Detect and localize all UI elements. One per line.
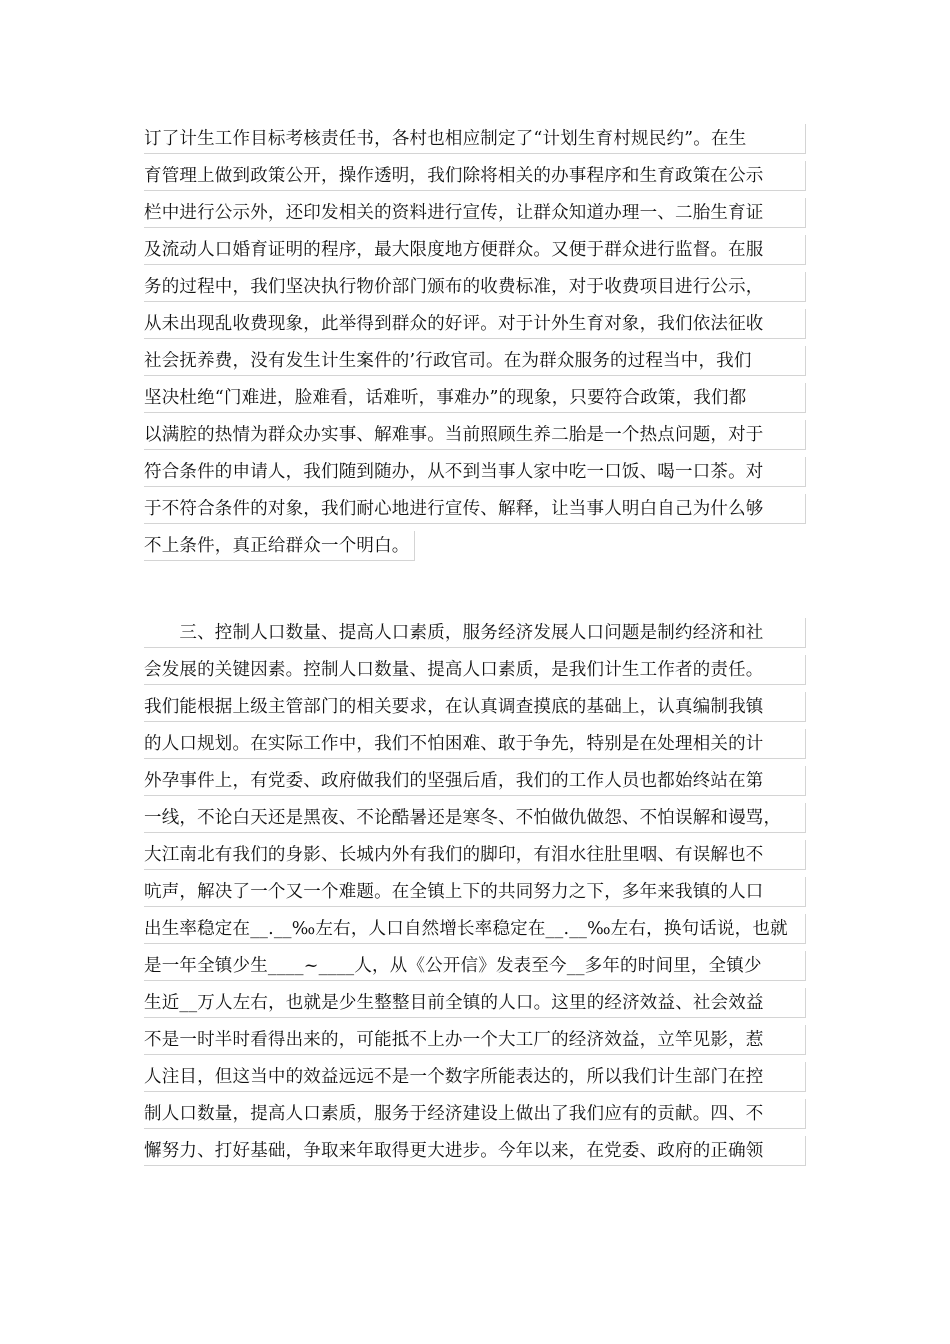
text-line: 育管理上做到政策公开，操作透明，我们除将相关的办事程序和生育政策在公示 xyxy=(144,161,806,191)
text-line: 的人口规划。在实际工作中，我们不怕困难、敢于争先，特别是在处理相关的计 xyxy=(144,729,806,759)
text-line: 制人口数量，提高人口素质，服务于经济建设上做出了我们应有的贡献。四、不 xyxy=(144,1099,806,1129)
text-line: 人注目，但这当中的效益远远不是一个数字所能表达的，所以我们计生部门在控 xyxy=(144,1062,806,1092)
text-line: 不是一时半时看得出来的，可能抵不上办一个大工厂的经济效益，立竿见影，惹 xyxy=(144,1025,806,1055)
paragraph-1 xyxy=(144,124,806,573)
text-line: 坚决杜绝“门难进，脸难看，话难听，事难办”的现象，只要符合政策，我们都 xyxy=(144,383,806,413)
text-line: 订了计生工作目标考核责任书，各村也相应制定了“计划生育村规民约”。在生 xyxy=(144,124,806,154)
text-line: 懈努力、打好基础，争取来年取得更大进步。今年以来，在党委、政府的正确领 xyxy=(144,1136,806,1166)
text-line: 以满腔的热情为群众办实事、解难事。当前照顾生养二胎是一个热点问题，对于 xyxy=(144,420,806,450)
text-line: 我们能根据上级主管部门的相关要求，在认真调查摸底的基础上，认真编制我镇 xyxy=(144,692,806,722)
text-line: 吭声，解决了一个又一个难题。在全镇上下的共同努力之下，多年来我镇的人口 xyxy=(144,877,806,907)
text-line: 一线，不论白天还是黑夜、不论酷暑还是寒冬、不怕做仇做怨、不怕误解和谩骂， xyxy=(144,803,806,833)
text-line: 大江南北有我们的身影、长城内外有我们的脚印，有泪水往肚里咽、有误解也不 xyxy=(144,840,806,870)
text-line: 不上条件，真正给群众一个明白。 xyxy=(144,531,415,561)
text-line: 三、控制人口数量、提高人口素质，服务经济发展人口问题是制约经济和社 xyxy=(144,618,806,648)
text-line: 是一年全镇少生____~____人，从《公开信》发表至今__多年的时间里，全镇少 xyxy=(144,951,806,981)
text-line: 及流动人口婚育证明的程序，最大限度地方便群众。又便于群众进行监督。在服 xyxy=(144,235,806,265)
text-line: 务的过程中，我们坚决执行物价部门颁布的收费标准，对于收费项目进行公示， xyxy=(144,272,806,302)
text-line: 社会抚养费，没有发生计生案件的’行政官司。在为群众服务的过程当中，我们 xyxy=(144,346,806,376)
text-line: 从未出现乱收费现象，此举得到群众的好评。对于计外生育对象，我们依法征收 xyxy=(144,309,806,339)
text-line: 外孕事件上，有党委、政府做我们的坚强后盾，我们的工作人员也都始终站在第 xyxy=(144,766,806,796)
text-line: 出生率稳定在__.__‰左右，人口自然增长率稳定在__.__‰左右，换句话说，也就 xyxy=(144,914,806,944)
text-line: 生近__万人左右，也就是少生整整目前全镇的人口。这里的经济效益、社会效益 xyxy=(144,988,806,1018)
paragraph-2 xyxy=(144,618,806,1173)
text-line: 栏中进行公示外，还印发相关的资料进行宣传，让群众知道办理一、二胎生育证 xyxy=(144,198,806,228)
text-line: 于不符合条件的对象，我们耐心地进行宣传、解释，让当事人明白自己为什么够 xyxy=(144,494,806,524)
text-line: 符合条件的申请人，我们随到随办，从不到当事人家中吃一口饭、喝一口茶。对 xyxy=(144,457,806,487)
text-line: 会发展的关键因素。控制人口数量、提高人口素质，是我们计生工作者的责任。 xyxy=(144,655,806,685)
